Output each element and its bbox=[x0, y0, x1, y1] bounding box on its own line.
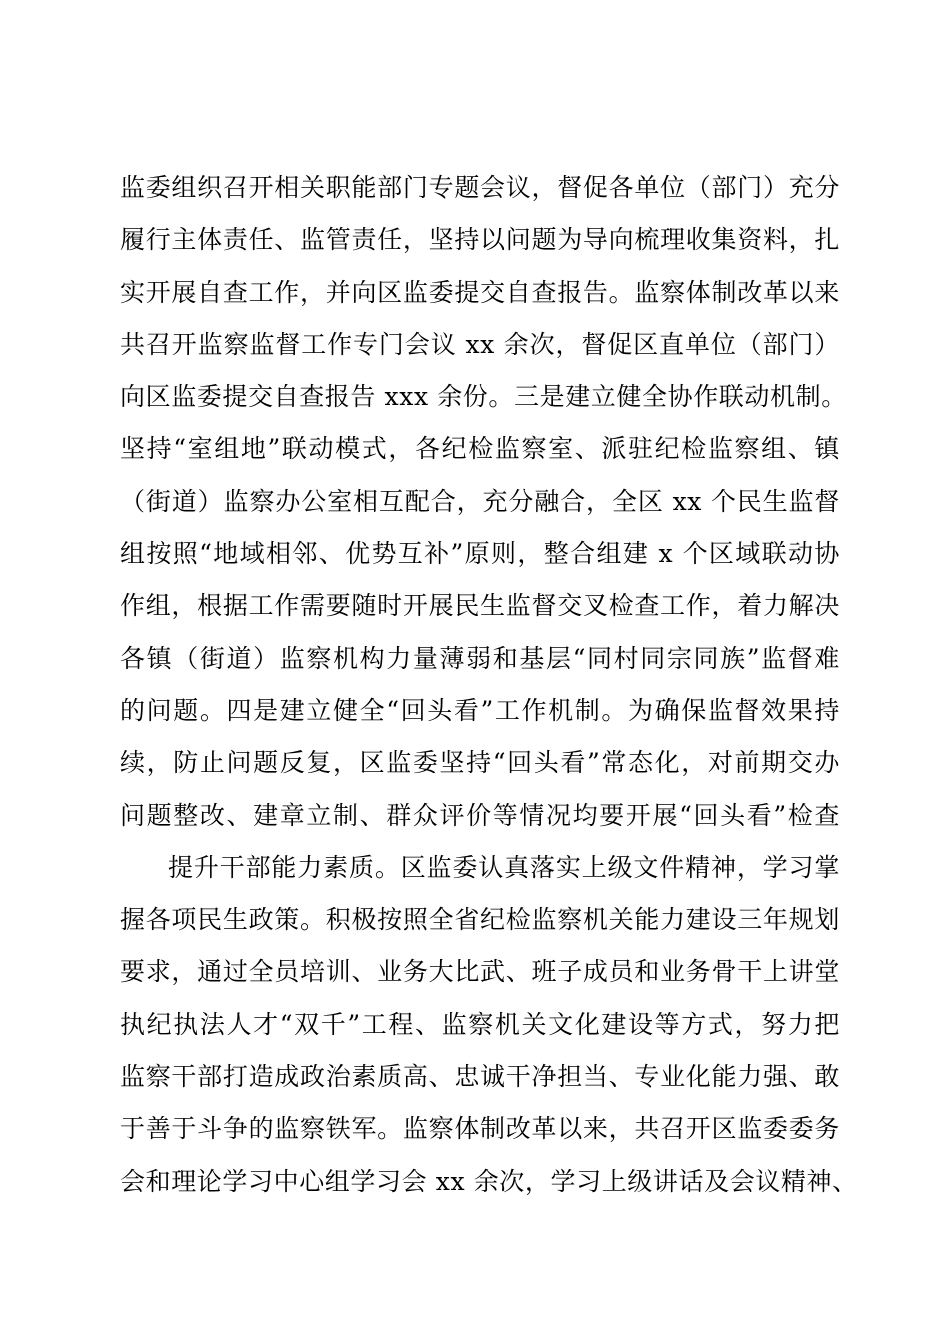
text-line: 实开展自查工作，并向区监委提交自查报告。监察体制改革以来 bbox=[120, 277, 840, 307]
text-line: 监察干部打造成政治素质高、忠诚干净担当、专业化能力强、敢 bbox=[120, 1062, 840, 1092]
text-line: 的问题。四是建立健全“回头看”工作机制。为确保监督效果持 bbox=[120, 695, 840, 725]
text-line: 握各项民生政策。积极按照全省纪检监察机关能力建设三年规划 bbox=[120, 905, 840, 935]
text-line: 监委组织召开相关职能部门专题会议，督促各单位（部门）充分 bbox=[120, 173, 840, 202]
text-line: 作组，根据工作需要随时开展民生监督交叉检查工作，着力解决 bbox=[120, 591, 840, 621]
text-line: 各镇（街道）监察机构力量薄弱和基层“同村同宗同族”监督难 bbox=[120, 643, 840, 673]
document-body bbox=[120, 162, 858, 1208]
text-line: 组按照“地域相邻、优势互补”原则，整合组建 x 个区域联动协 bbox=[120, 539, 840, 569]
text-line-first-indent: 提升干部能力素质。区监委认真落实上级文件精神，学习掌 bbox=[168, 852, 840, 882]
text-line: 问题整改、建章立制、群众评价等情况均要开展“回头看”检查 bbox=[120, 800, 840, 830]
text-line: 履行主体责任、监管责任，坚持以问题为导向梳理收集资料，扎 bbox=[120, 225, 840, 255]
text-line: 续，防止问题反复，区监委坚持“回头看”常态化，对前期交办 bbox=[120, 748, 840, 778]
text-line: 坚持“室组地”联动模式，各纪检监察室、派驻纪检监察组、镇 bbox=[120, 434, 840, 464]
text-line: 会和理论学习中心组学习会 xx 余次，学习上级讲话及会议精神、 bbox=[120, 1166, 858, 1196]
text-line: 执纪执法人才“双千”工程、监察机关文化建设等方式，努力把 bbox=[120, 1009, 840, 1039]
text-line: 共召开监察监督工作专门会议 xx 余次，督促区直单位（部门） bbox=[120, 329, 840, 359]
text-line: 要求，通过全员培训、业务大比武、班子成员和业务骨干上讲堂 bbox=[120, 957, 840, 987]
text-line: 于善于斗争的监察铁军。监察体制改革以来，共召开区监委委务 bbox=[120, 1114, 840, 1144]
text-line: 向区监委提交自查报告 xxx 余份。三是建立健全协作联动机制。 bbox=[120, 382, 847, 412]
text-line: （街道）监察办公室相互配合，充分融合，全区 xx 个民生监督 bbox=[120, 486, 840, 516]
